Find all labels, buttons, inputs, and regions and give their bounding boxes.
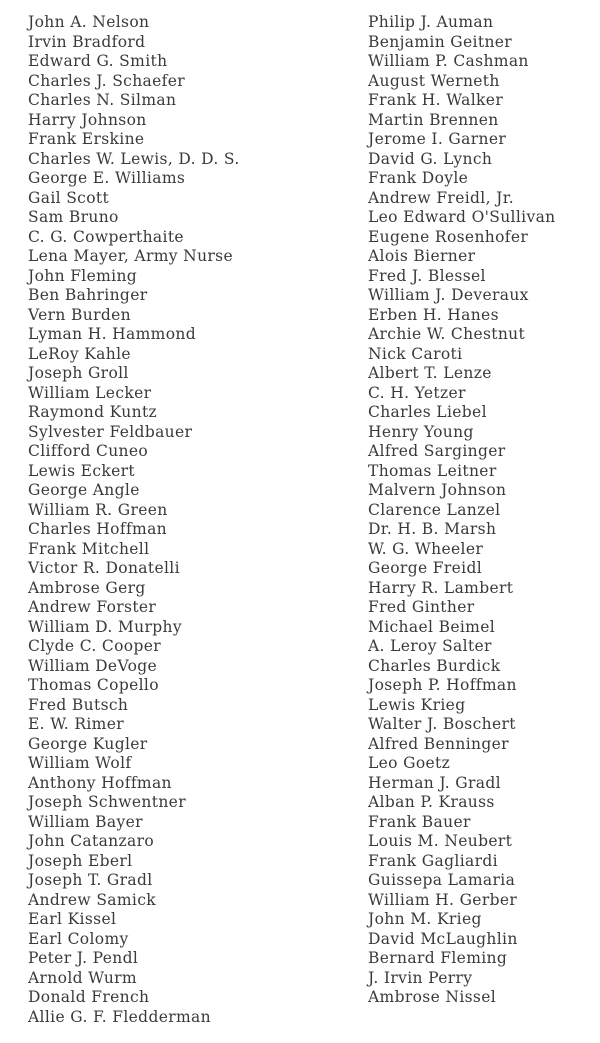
- name-entry: Frank Bauer: [368, 812, 471, 831]
- name-entry: Dr. H. B. Marsh: [368, 520, 497, 538]
- name-entry: Bernard Fleming: [368, 949, 508, 967]
- name-entry: William R. Green: [28, 500, 168, 519]
- name-entry: Malvern Johnson: [368, 481, 507, 499]
- name-entry: Arnold Wurm: [28, 968, 137, 987]
- name-entry: Fred Butsch: [28, 695, 129, 714]
- name-entry: Eugene Rosenhofer: [368, 227, 529, 246]
- name-entry: William DeVoge: [28, 656, 158, 675]
- name-entry: William H. Gerber: [368, 890, 518, 909]
- name-entry: William Lecker: [28, 383, 152, 402]
- name-entry: E. W. Rimer: [28, 715, 125, 733]
- name-entry: John A. Nelson: [28, 13, 150, 31]
- name-entry: Harry Johnson: [28, 110, 147, 129]
- name-entry: Clarence Lanzel: [368, 500, 501, 519]
- name-entry: Albert T. Lenze: [368, 364, 492, 382]
- name-entry: Raymond Kuntz: [28, 403, 158, 421]
- name-entry: George Freidl: [368, 559, 483, 577]
- name-entry: W. G. Wheeler: [368, 539, 484, 558]
- name-entry: Andrew Forster: [28, 598, 157, 616]
- name-entry: William Wolf: [28, 754, 132, 772]
- name-entry: Gail Scott: [28, 188, 110, 207]
- name-entry: Earl Kissel: [28, 910, 117, 928]
- name-entry: Irvin Bradford: [28, 32, 146, 51]
- name-entry: Charles Burdick: [368, 656, 501, 675]
- name-entry: Fred Ginther: [368, 598, 475, 616]
- name-entry: George Kugler: [28, 734, 148, 753]
- name-entry: George Angle: [28, 481, 140, 499]
- name-entry: Leo Edward O'Sullivan: [368, 208, 556, 226]
- name-entry: Ambrose Nissel: [368, 988, 497, 1006]
- name-entry: LeRoy Kahle: [28, 344, 131, 363]
- name-entry: Frank H. Walker: [368, 91, 504, 109]
- name-entry: John Fleming: [28, 266, 138, 285]
- name-entry: Martin Brennen: [368, 110, 499, 129]
- name-entry: David McLaughlin: [368, 929, 518, 948]
- name-entry: Ambrose Gerg: [28, 578, 146, 597]
- name-entry: Vern Burden: [28, 305, 131, 324]
- name-entry: Jerome I. Garner: [368, 130, 507, 148]
- name-entry: C. H. Yetzer: [368, 383, 466, 402]
- name-entry: John Catanzaro: [28, 832, 155, 850]
- name-entry: Lewis Eckert: [28, 461, 135, 480]
- name-entry: Charles J. Schaefer: [28, 71, 186, 90]
- name-entry: Joseph Groll: [28, 364, 129, 382]
- name-entry: Alois Bierner: [368, 247, 476, 265]
- name-entry: Thomas Copello: [28, 676, 159, 694]
- name-entry: Charles Hoffman: [28, 520, 167, 538]
- name-entry: Joseph P. Hoffman: [368, 676, 517, 694]
- name-entry: Harry R. Lambert: [368, 578, 514, 597]
- name-entry: Benjamin Geitner: [368, 32, 513, 51]
- name-entry: Frank Mitchell: [28, 539, 150, 558]
- name-entry: Peter J. Pendl: [28, 949, 139, 967]
- name-entry: David G. Lynch: [368, 149, 493, 168]
- names-list-left: [28, 13, 348, 1027]
- name-entry: William J. Deveraux: [368, 286, 529, 304]
- name-entry: John M. Krieg: [368, 910, 482, 928]
- name-entry: Earl Colomy: [28, 929, 129, 948]
- name-entry: A. Leroy Salter: [368, 637, 492, 655]
- name-entry: George E. Williams: [28, 169, 186, 187]
- name-entry: Allie G. F. Fledderman: [28, 1007, 211, 1026]
- name-entry: Alfred Benninger: [368, 734, 509, 753]
- name-entry: Joseph Eberl: [28, 851, 133, 870]
- name-entry: Charles W. Lewis, D. D. S.: [28, 149, 240, 168]
- name-entry: Anthony Hoffman: [28, 773, 172, 792]
- name-entry: Alban P. Krauss: [368, 793, 495, 811]
- name-entry: Joseph Schwentner: [28, 793, 186, 811]
- name-entry: Herman J. Gradl: [368, 773, 501, 792]
- name-entry: Archie W. Chestnut: [368, 325, 526, 343]
- name-entry: Lyman H. Hammond: [28, 325, 196, 343]
- name-entry: William P. Cashman: [368, 52, 529, 70]
- name-entry: Charles N. Silman: [28, 91, 177, 109]
- name-entry: William Bayer: [28, 812, 143, 831]
- name-entry: Sam Bruno: [28, 208, 119, 226]
- name-entry: Frank Gagliardi: [368, 851, 498, 870]
- name-entry: Frank Erskine: [28, 130, 145, 148]
- name-entry: Philip J. Auman: [368, 13, 494, 31]
- name-entry: Erben H. Hanes: [368, 305, 499, 324]
- name-entry: Alfred Sarginger: [368, 442, 506, 460]
- name-entry: William D. Murphy: [28, 617, 182, 636]
- name-entry: J. Irvin Perry: [368, 968, 473, 987]
- name-entry: Donald French: [28, 988, 150, 1006]
- name-entry: Ben Bahringer: [28, 286, 148, 304]
- name-entry: Victor R. Donatelli: [28, 559, 180, 577]
- name-entry: Joseph T. Gradl: [28, 871, 153, 889]
- name-entry: Fred J. Blessel: [368, 266, 486, 285]
- name-entry: Walter J. Boschert: [368, 715, 516, 733]
- name-entry: Lena Mayer, Army Nurse: [28, 247, 233, 265]
- name-entry: Edward G. Smith: [28, 52, 168, 70]
- name-entry: Frank Doyle: [368, 169, 469, 187]
- names-list-right: [368, 13, 598, 1008]
- name-entry: Michael Beimel: [368, 617, 496, 636]
- name-entry: Guissepa Lamaria: [368, 871, 516, 889]
- name-entry: Andrew Samick: [28, 890, 157, 909]
- name-entry: Andrew Freidl, Jr.: [368, 188, 515, 207]
- name-entry: Henry Young: [368, 422, 474, 441]
- name-entry: Thomas Leitner: [368, 461, 497, 480]
- name-entry: Leo Goetz: [368, 754, 451, 772]
- name-entry: Clyde C. Cooper: [28, 637, 162, 655]
- name-entry: Charles Liebel: [368, 403, 487, 421]
- name-entry: Nick Caroti: [368, 344, 463, 363]
- name-entry: Lewis Krieg: [368, 695, 466, 714]
- name-entry: Clifford Cuneo: [28, 442, 149, 460]
- name-entry: C. G. Cowperthaite: [28, 227, 184, 246]
- name-entry: August Werneth: [368, 71, 500, 90]
- name-entry: Sylvester Feldbauer: [28, 422, 193, 441]
- name-entry: Louis M. Neubert: [368, 832, 513, 850]
